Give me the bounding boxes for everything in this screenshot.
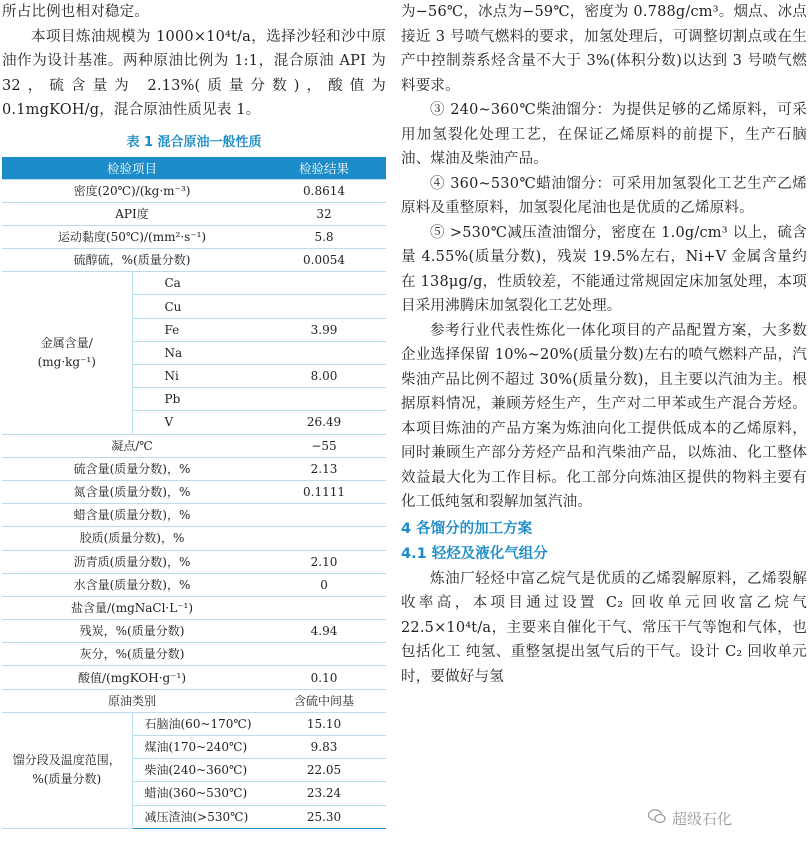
metal-value bbox=[262, 341, 386, 364]
right-para-1: ③ 240~360℃柴油馏分：为提供足够的乙烯原料，可采用加氢裂化处理工艺，在保证乙烯原料的前提下，生产石脑油、煤油及柴油产品。 bbox=[401, 102, 807, 167]
table-row bbox=[2, 504, 386, 527]
fraction-name: 蜡油(360~530℃) bbox=[132, 782, 262, 805]
row-label: 盐含量/(mgNaCl·L⁻¹) bbox=[2, 596, 262, 619]
row-value bbox=[262, 504, 386, 527]
table-row bbox=[2, 457, 386, 480]
table-row bbox=[2, 643, 386, 666]
right-para-2: ④ 360~530℃蜡油馏分：可采用加氢裂化工艺生产乙烯原料及重整原料，加氢裂化尾油也是优质的乙烯原料。 bbox=[401, 175, 807, 216]
fraction-value: 23.24 bbox=[262, 782, 386, 805]
section-heading-4-1: 4.1 轻烃及液化气组分 bbox=[401, 545, 548, 562]
row-label: 胶质(质量分数)，% bbox=[2, 527, 262, 550]
wechat-icon bbox=[648, 809, 666, 824]
left-column bbox=[2, 0, 386, 829]
metal-name: Na bbox=[132, 341, 262, 364]
metal-name: Ni bbox=[132, 365, 262, 388]
row-label: 酸值/(mgKOH·g⁻¹) bbox=[2, 666, 262, 689]
right-column bbox=[401, 0, 807, 689]
row-label: 氮含量(质量分数)，% bbox=[2, 480, 262, 503]
fraction-name: 煤油(170~240℃) bbox=[132, 736, 262, 759]
table-row bbox=[2, 434, 386, 457]
right-para-3: ⑤ >530℃减压渣油馏分，密度在 1.0g/cm³ 以上，硫含量 4.55%(质量分数)，残炭 19.5%左右，Ni+V 金属含量约在 138μg/g，性质较差，不能通过常规固定床加氢处理，本项目采用沸腾床加氢裂化工艺处理。 bbox=[401, 224, 807, 314]
fraction-value: 25.30 bbox=[262, 805, 386, 828]
table-row bbox=[2, 620, 386, 643]
metal-group-label bbox=[2, 272, 132, 434]
metal-value bbox=[262, 272, 386, 295]
fraction-name: 减压渣油(>530℃) bbox=[132, 805, 262, 828]
metal-value: 26.49 bbox=[262, 411, 386, 434]
row-label: 运动黏度(50℃)/(mm²·s⁻¹) bbox=[2, 225, 262, 248]
row-label: 凝点/℃ bbox=[2, 434, 262, 457]
crude-property-table bbox=[2, 157, 386, 829]
table-row bbox=[2, 573, 386, 596]
metal-name: V bbox=[132, 411, 262, 434]
metal-value bbox=[262, 388, 386, 411]
table-row bbox=[2, 480, 386, 503]
row-label: 灰分，%(质量分数) bbox=[2, 643, 262, 666]
right-para-0: 为−56℃，冰点为−59℃，密度为 0.788g/cm³。烟点、冰点接近 3 号喷气燃料的要求，加氢处理后，可调整切割点或在生产中控制萘系烃含量不大于 3%(体积分数)以达到 3 号喷气燃料要求。 bbox=[401, 4, 807, 94]
fraction-label-line1: 馏分段及温度范围， bbox=[12, 753, 121, 768]
table-row bbox=[2, 550, 386, 573]
row-value bbox=[262, 527, 386, 550]
fraction-name: 石脑油(60~170℃) bbox=[132, 712, 262, 735]
left-para-1: 本项目炼油规模为 1000×10⁴t/a，选择沙轻和沙中原油作为设计基准。两种原油比例为 1:1，混合原油 API 为 32，硫含量为 2.13%(质量分数)，酸值为 0.1mgKOH/g，混合原油性质见表 1。 bbox=[2, 28, 386, 118]
row-label: API度 bbox=[2, 202, 262, 225]
row-value: 5.8 bbox=[262, 225, 386, 248]
table-row bbox=[2, 596, 386, 619]
fraction-value: 15.10 bbox=[262, 712, 386, 735]
section-heading-4: 4 各馏分的加工方案 bbox=[401, 520, 533, 537]
row-label: 密度(20℃)/(kg·m⁻³) bbox=[2, 179, 262, 202]
metal-name: Cu bbox=[132, 295, 262, 318]
row-label: 残炭，%(质量分数) bbox=[2, 620, 262, 643]
metal-value: 3.99 bbox=[262, 318, 386, 341]
header-item: 检验项目 bbox=[2, 157, 262, 180]
left-para-0: 所占比例也相对稳定。 bbox=[2, 4, 149, 20]
metal-value: 8.00 bbox=[262, 365, 386, 388]
row-label: 沥青质(质量分数)，% bbox=[2, 550, 262, 573]
row-value: 0.10 bbox=[262, 666, 386, 689]
row-value: 2.10 bbox=[262, 550, 386, 573]
row-label: 水含量(质量分数)，% bbox=[2, 573, 262, 596]
table-title: 表 1 混合原油一般性质 bbox=[126, 134, 262, 150]
row-value: 0.8614 bbox=[262, 179, 386, 202]
row-value: −55 bbox=[262, 434, 386, 457]
fraction-name: 柴油(240~360℃) bbox=[132, 759, 262, 782]
table-row bbox=[2, 202, 386, 225]
row-value: 0.0054 bbox=[262, 249, 386, 272]
table-row bbox=[2, 712, 386, 735]
header-result: 检验结果 bbox=[262, 157, 386, 180]
fraction-value: 22.05 bbox=[262, 759, 386, 782]
row-value: 含硫中间基 bbox=[262, 689, 386, 712]
row-label: 蜡含量(质量分数)，% bbox=[2, 504, 262, 527]
metal-label-line2: (mg·kg⁻¹) bbox=[37, 354, 96, 369]
row-label: 硫醇硫，%(质量分数) bbox=[2, 249, 262, 272]
table-row bbox=[2, 179, 386, 202]
table-row bbox=[2, 272, 386, 295]
row-value bbox=[262, 596, 386, 619]
table-row bbox=[2, 225, 386, 248]
row-label: 硫含量(质量分数)，% bbox=[2, 457, 262, 480]
row-value: 2.13 bbox=[262, 457, 386, 480]
table-row bbox=[2, 249, 386, 272]
table-row bbox=[2, 527, 386, 550]
watermark-text: 超级石化 bbox=[672, 810, 733, 828]
table-header bbox=[2, 157, 386, 180]
metal-name: Ca bbox=[132, 272, 262, 295]
row-value: 4.94 bbox=[262, 620, 386, 643]
table-row bbox=[2, 666, 386, 689]
fraction-group-label bbox=[2, 712, 132, 828]
right-para-4: 参考行业代表性炼化一体化项目的产品配置方案，大多数企业选择保留 10%~20%(质量分数)左右的喷气燃料产品，汽柴油产品比例不超过 30%(质量分数)，且主要以汽油为主。根据原料情况，兼顾芳烃生产，生产对二甲苯或生产混合芳烃。本项目炼油的产品方案为炼油向化工提供低成本的乙烯原料，同时兼顾生产部分芳烃产品和汽柴油产品，以炼油、化工整体效益最大化为工作目标。化工部分向炼油区提供的物料主要有化工低纯氢和裂解加氢汽油。 bbox=[401, 322, 807, 510]
row-label: 原油类别 bbox=[2, 689, 262, 712]
row-value bbox=[262, 643, 386, 666]
table-row bbox=[2, 689, 386, 712]
row-value: 0.1111 bbox=[262, 480, 386, 503]
metal-name: Fe bbox=[132, 318, 262, 341]
metal-value bbox=[262, 295, 386, 318]
fraction-label-line2: %(质量分数) bbox=[32, 772, 102, 787]
right-para-5: 炼油厂轻烃中富乙烷气是优质的乙烯裂解原料，乙烯裂解收率高，本项目通过设置 C₂ 回收单元回收富乙烷气 22.5×10⁴t/a，主要来自催化干气、常压干气等饱和气体，也包括化工 纯氢、重整氢提出氢气后的干气。设计 C₂ 回收单元时，要做好与氢 bbox=[401, 570, 807, 685]
metal-name: Pb bbox=[132, 388, 262, 411]
row-value: 0 bbox=[262, 573, 386, 596]
fraction-value: 9.83 bbox=[262, 736, 386, 759]
row-value: 32 bbox=[262, 202, 386, 225]
metal-label-line1: 金属含量/ bbox=[40, 335, 93, 350]
